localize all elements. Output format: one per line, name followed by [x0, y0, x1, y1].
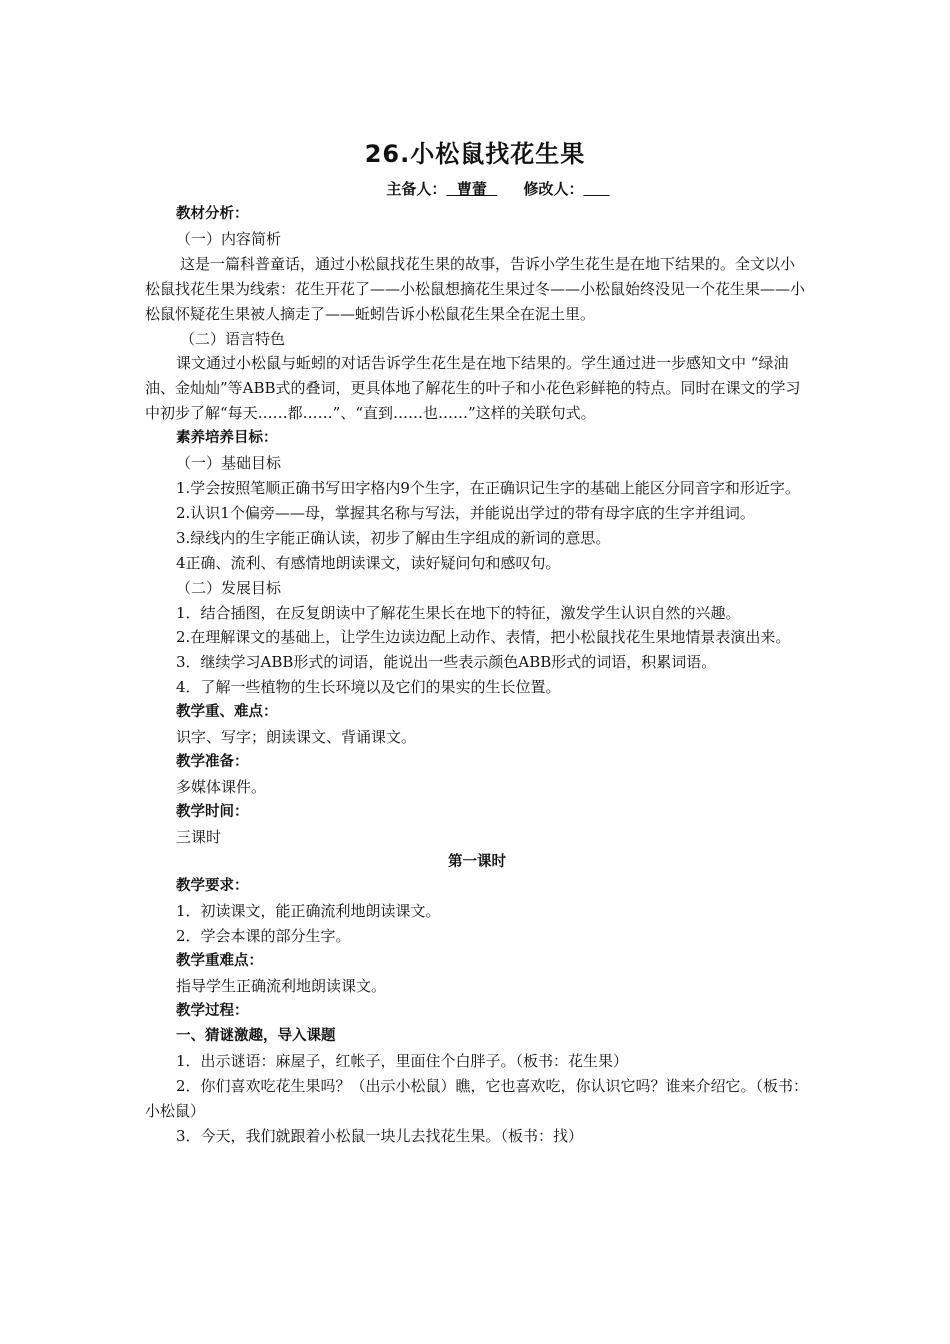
subsection-heading: （二）发展目标	[176, 578, 282, 597]
section-heading: 教学过程：	[176, 1003, 249, 1019]
list-item: 1．结合插图，在反复朗读中了解花生果长在地下的特征，激发学生认识自然的兴趣。	[176, 603, 741, 622]
list-item: 3.绿线内的生字能正确认读，初步了解由生字组成的新词的意思。	[176, 528, 611, 547]
list-item: 2．你们喜欢吃花生果吗？（出示小松鼠）瞧，它也喜欢吃，你认识它吗？谁来介绍它。（板书：小松鼠）	[145, 1076, 809, 1120]
list-item: 1．初读课文，能正确流利地朗读课文。	[176, 902, 441, 921]
section-heading: 教学时间：	[176, 803, 249, 820]
paragraph: 这是一篇科普童话，通过小松鼠找花生果的故事，告诉小学生花生是在地下结果的。全文以小松鼠找花生果为线索：花生开花了——小松鼠想摘花生果过冬——小松鼠始终没见一个花生果——小松鼠怀疑花生果被人摘走了——蚯蚓告诉小松鼠花生果全在泥土里。	[145, 254, 806, 323]
section-heading: 素养培养目标：	[176, 430, 278, 447]
list-item: 4．了解一些植物的生长环境以及它们的果实的生长位置。	[176, 678, 561, 697]
paragraph: 三课时	[176, 827, 222, 846]
section-heading: 教学准备：	[176, 753, 249, 770]
section-heading: 教学要求：	[176, 878, 249, 895]
list-item: 3．继续学习ABB形式的词语，能说出一些表示颜色ABB形式的词语，积累词语。	[176, 653, 717, 672]
list-item: 2.在理解课文的基础上，让学生边读边配上动作、表情，把小松鼠找花生果地情景表演出来。	[176, 628, 791, 647]
list-item: 1．出示谜语：麻屋子，红帐子，里面住个白胖子。（板书：花生果）	[176, 1051, 629, 1070]
step-heading: 一、猜谜激趣，导入课题	[176, 1027, 336, 1044]
reviser-name	[583, 180, 609, 198]
list-item: 2．学会本课的部分生字。	[176, 927, 351, 946]
author-line	[0, 178, 950, 199]
author-label: 主备人：	[386, 180, 447, 198]
subsection-heading: （二）语言特色	[180, 329, 286, 348]
paragraph: 多媒体课件。	[176, 777, 267, 796]
section-heading: 教学重、难点：	[176, 704, 278, 721]
subsection-heading: （一）内容简析	[176, 229, 282, 248]
list-item: 1.学会按照笔顺正确书写田字格内9个生字，在正确识记生字的基础上能区分同音字和形近字。	[176, 478, 800, 497]
paragraph: 指导学生正确流利地朗读课文。	[176, 977, 387, 996]
author-name: 曹蕾	[446, 180, 498, 198]
reviser-label: 修改人：	[523, 180, 584, 198]
list-item: 2.认识1个偏旁——母，掌握其名称与写法，并能说出学过的带有母字底的生字并组词。	[176, 503, 755, 522]
document-title: 26.小松鼠找花生果	[364, 140, 586, 168]
list-item: 4正确、流利、有感情地朗读课文，读好疑问句和感叹句。	[176, 553, 561, 572]
paragraph: 识字、写字；朗读课文、背诵课文。	[176, 728, 417, 747]
paragraph: 课文通过小松鼠与蚯蚓的对话告诉学生花生是在地下结果的。学生通过进一步感知文中 “绿油油、金灿灿”等ABB式的叠词，更具体地了解花生的叶子和小花色彩鲜艳的特点。同时在课文的学习中初步了解“每天……都……”、“直到……也……”这样的关联句式。	[145, 354, 801, 423]
section-heading: 教材分析：	[176, 206, 249, 222]
lesson-heading: 第一课时	[448, 853, 506, 870]
list-item: 3．今天，我们就跟着小松鼠一块儿去找花生果。（板书：找）	[176, 1126, 584, 1145]
section-heading: 教学重难点：	[176, 953, 263, 970]
subsection-heading: （一）基础目标	[176, 454, 282, 473]
document-body	[145, 202, 809, 1148]
